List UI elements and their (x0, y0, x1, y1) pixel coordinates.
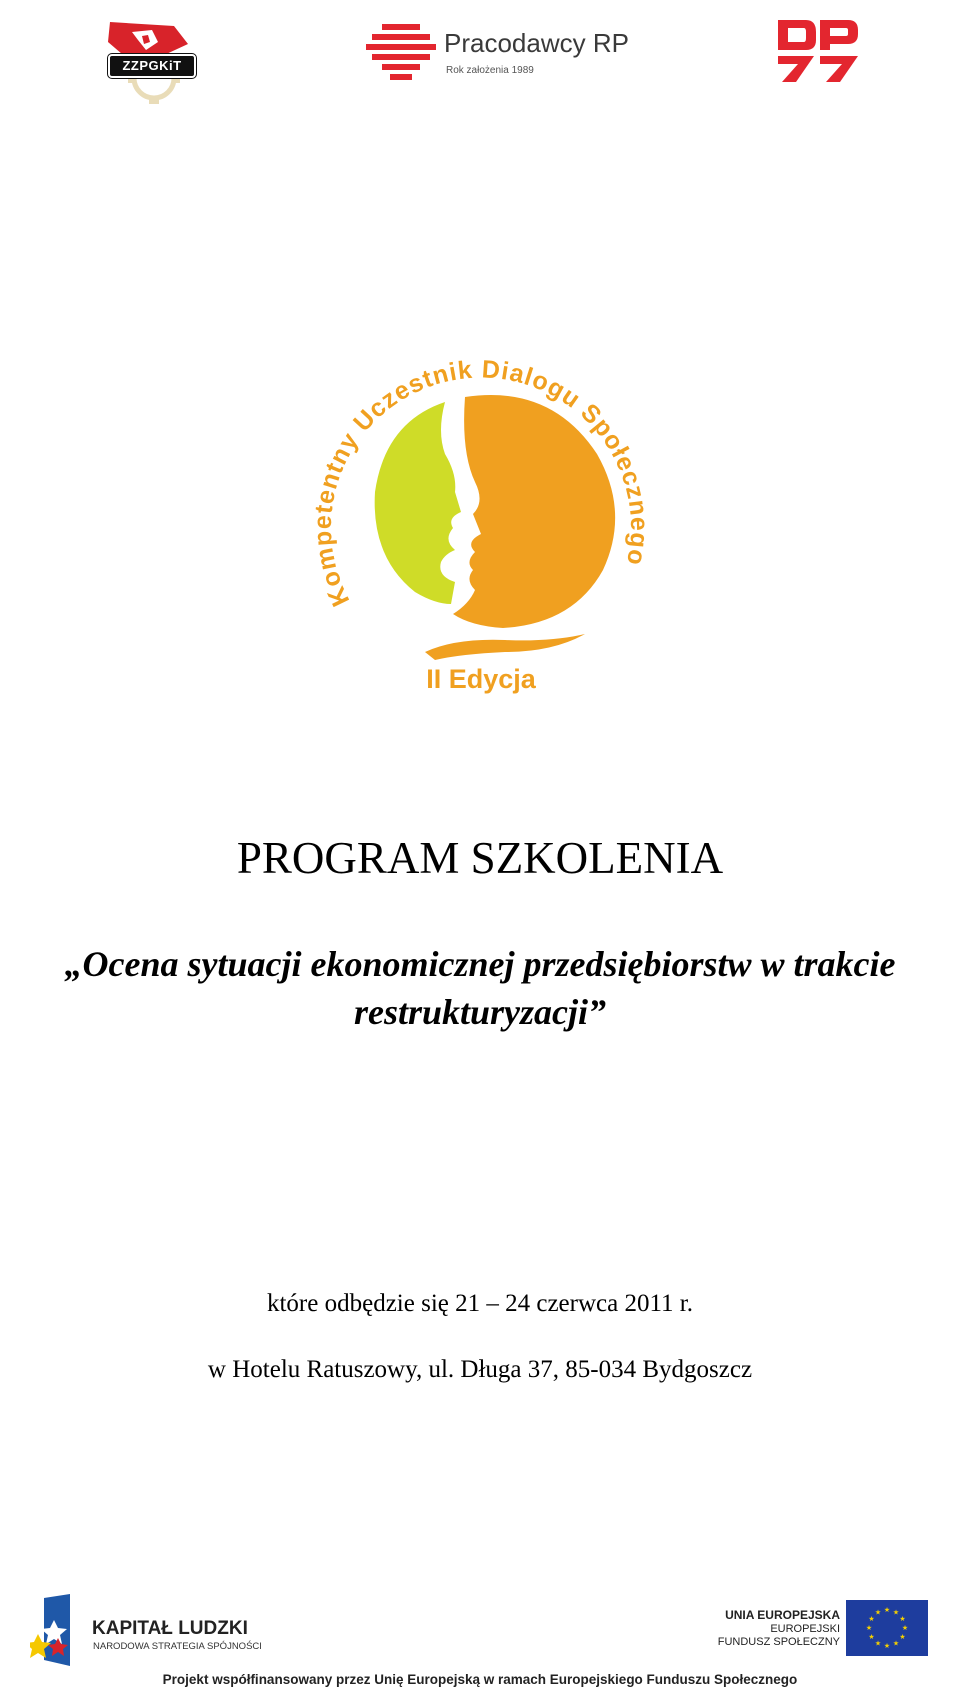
pracodawcy-tagline: Rok założenia 1989 (446, 65, 534, 76)
svg-text:★: ★ (874, 1608, 882, 1617)
kapital-ludzki-name: KAPITAŁ LUDZKI (92, 1618, 248, 1639)
svg-text:★: ★ (899, 1633, 906, 1641)
eu-text-block (718, 1608, 840, 1649)
zzpgkit-logo (102, 16, 200, 104)
training-venue: w Hotelu Ratuszowy, ul. Długa 37, 85-034 Bydgoszcz (207, 1356, 753, 1383)
pracodawcy-name: Pracodawcy RP (444, 28, 629, 58)
svg-text:★: ★ (874, 1639, 882, 1648)
svg-text:★: ★ (883, 1606, 891, 1614)
svg-text:★: ★ (899, 1615, 906, 1623)
svg-text:★: ★ (865, 1624, 873, 1632)
eu-union-label: UNIA EUROPEJSKA (725, 1608, 840, 1622)
kuds-emblem (305, 342, 657, 704)
eu-fund-label-2: FUNDUSZ SPOŁECZNY (717, 1636, 840, 1648)
svg-text:★: ★ (883, 1642, 891, 1650)
eu-fund-label-1: EUROPEJSKI (770, 1623, 840, 1635)
dp-logo (776, 18, 860, 84)
kapital-ludzki-logo (30, 1590, 270, 1672)
striped-flag-icon (366, 22, 436, 84)
eu-flag-icon (846, 1600, 928, 1656)
cofinancing-note: Projekt współfinansowany przez Unię Europejską w ramach Europejskiego Funduszu Społecznego (162, 1672, 798, 1687)
dp-monogram-icon (776, 18, 860, 84)
zzpgkit-label: ZZPGKiT (108, 54, 196, 78)
training-dates: które odbędzie się 21 – 24 czerwca 2011 r. (266, 1290, 693, 1317)
kapital-ludzki-subtitle: NARODOWA STRATEGIA SPÓJNOŚCI (93, 1641, 262, 1652)
emblem-ring-text: Kompetentny Uczestnik Dialogu Społecznego (308, 355, 654, 611)
svg-text:★: ★ (868, 1633, 875, 1641)
document-title: PROGRAM SZKOLENIA (236, 833, 724, 883)
kapital-ludzki-star-icon (30, 1594, 90, 1666)
eu-efs-logo (718, 1600, 930, 1660)
training-subtitle (0, 940, 960, 1036)
edition-label: II Edycja (426, 664, 536, 694)
subtitle-line-2: restrukturyzacji” (353, 992, 607, 1032)
subtitle-line-1: „Ocena sytuacji ekonomicznej przedsiębiorstw w trakcie (64, 944, 896, 984)
svg-text:★: ★ (868, 1615, 875, 1623)
svg-text:★: ★ (892, 1608, 900, 1617)
pracodawcy-rp-logo (366, 22, 646, 84)
svg-text:★: ★ (901, 1624, 909, 1632)
svg-text:★: ★ (892, 1639, 900, 1648)
two-faces-emblem-icon (305, 342, 657, 704)
